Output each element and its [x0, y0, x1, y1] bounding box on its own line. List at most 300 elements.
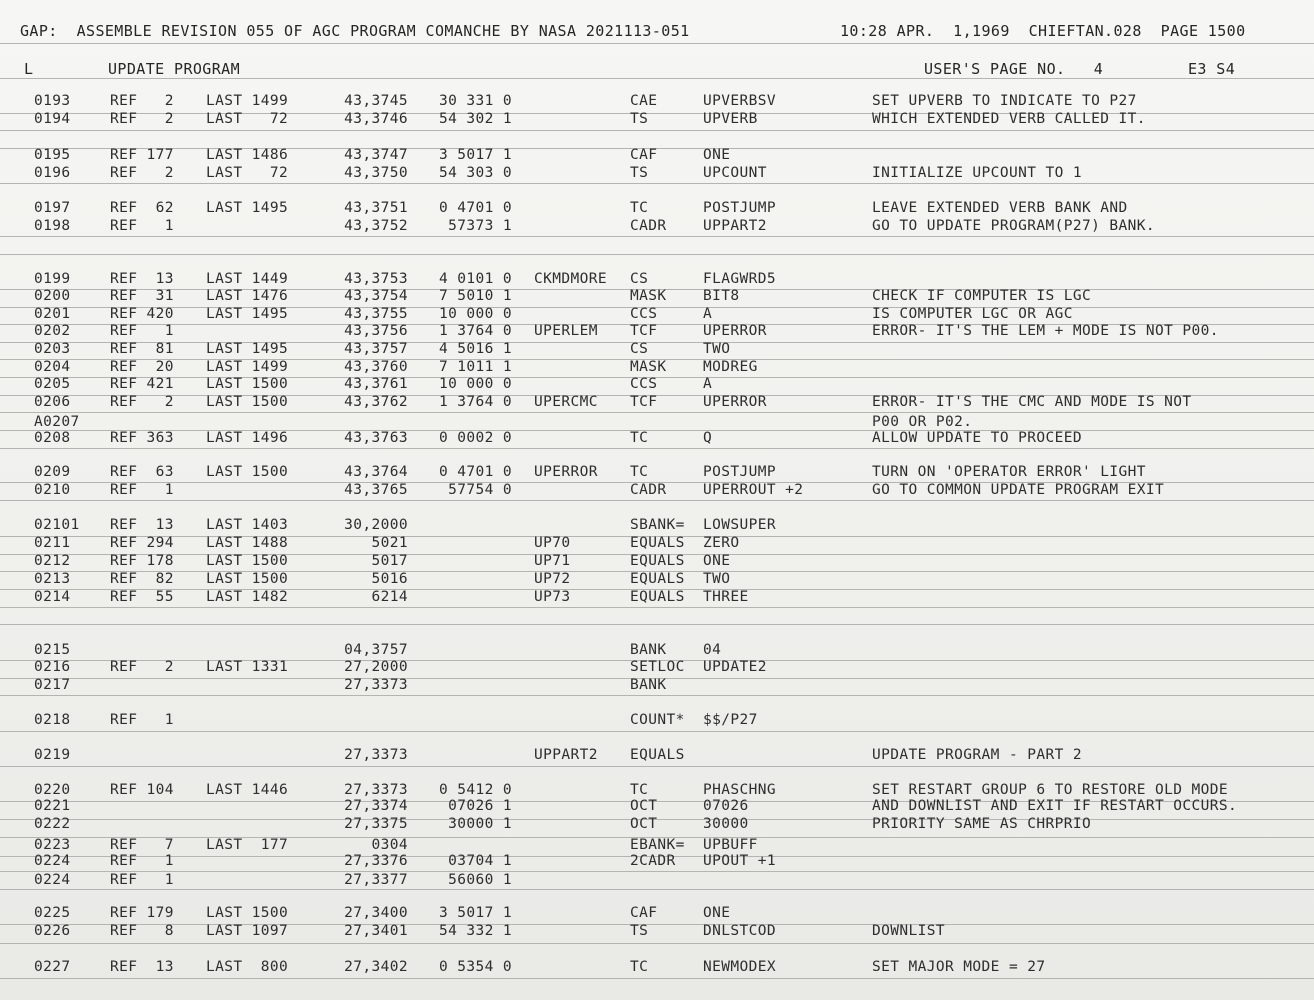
sequence-number: 0211 [34, 535, 71, 551]
address: 27,3373 [344, 782, 408, 798]
octal-code: 07026 1 [448, 798, 512, 814]
operand: A [703, 376, 713, 392]
ref-count: REF 104 [110, 782, 174, 798]
opcode: EQUALS [630, 571, 685, 587]
sequence-number: 0196 [34, 165, 71, 181]
last-ref: LAST 1500 [206, 376, 289, 392]
ruled-line [0, 236, 1314, 237]
ruled-line [0, 766, 1314, 767]
ruled-line [0, 78, 1314, 79]
sequence-number: 0201 [34, 306, 71, 322]
sequence-number: 0193 [34, 93, 71, 109]
opcode: OCT [630, 798, 658, 814]
listing-row [0, 481, 1314, 499]
sequence-number: 0215 [34, 642, 71, 658]
opcode: TCF [630, 394, 658, 410]
opcode: TC [630, 430, 649, 446]
ref-count: REF 81 [110, 341, 174, 357]
comment: GO TO COMMON UPDATE PROGRAM EXIT [872, 482, 1165, 498]
address: 27,3375 [344, 816, 408, 832]
address: 27,3374 [344, 798, 408, 814]
listing-row [0, 164, 1314, 182]
last-ref: LAST 1486 [206, 147, 289, 163]
ruled-line [0, 130, 1314, 131]
sequence-number: 0200 [34, 288, 71, 304]
listing-row [0, 217, 1314, 235]
comment: GO TO UPDATE PROGRAM(P27) BANK. [872, 218, 1156, 234]
symbol-label: UPERROR [534, 464, 598, 480]
opcode: CS [630, 271, 649, 287]
opcode: CADR [630, 482, 667, 498]
ruled-line [0, 500, 1314, 501]
comment: SET MAJOR MODE = 27 [872, 959, 1046, 975]
last-ref: LAST 1495 [206, 200, 289, 216]
operand: TWO [703, 341, 731, 357]
octal-code: 4 0101 0 [438, 271, 512, 287]
page-subheader [20, 60, 1310, 78]
opcode: SBANK= [630, 517, 685, 533]
listing-row [0, 287, 1314, 305]
sequence-number: 0198 [34, 218, 71, 234]
operand: BIT8 [703, 288, 740, 304]
opcode: CAE [630, 93, 658, 109]
symbol-label: CKMDMORE [534, 271, 608, 287]
operand: ONE [703, 553, 731, 569]
listing-row [0, 110, 1314, 128]
opcode: TC [630, 464, 649, 480]
last-ref: LAST 1403 [206, 517, 289, 533]
address: 43,3762 [344, 394, 408, 410]
symbol-label: UP70 [534, 535, 571, 551]
octal-code: 0 4701 0 [438, 464, 512, 480]
listing-row [0, 199, 1314, 217]
comment: SET RESTART GROUP 6 TO RESTORE OLD MODE [872, 782, 1229, 798]
octal-code: 30 331 0 [438, 93, 512, 109]
listing-row [0, 958, 1314, 976]
comment: UPDATE PROGRAM - PART 2 [872, 747, 1082, 763]
address: 43,3751 [344, 200, 408, 216]
subheader-title: UPDATE PROGRAM [108, 60, 241, 78]
sequence-number: 0214 [34, 589, 71, 605]
listing-row [0, 340, 1314, 358]
sequence-number: 0222 [34, 816, 71, 832]
ref-count: REF 421 [110, 376, 174, 392]
sequence-number: 0209 [34, 464, 71, 480]
operand: Q [703, 430, 713, 446]
address: 43,3761 [344, 376, 408, 392]
address: 27,3402 [344, 959, 408, 975]
address: 43,3747 [344, 147, 408, 163]
opcode: COUNT* [630, 712, 685, 728]
octal-code: 4 5016 1 [438, 341, 512, 357]
opcode: EQUALS [630, 535, 685, 551]
comment: IS COMPUTER LGC OR AGC [872, 306, 1073, 322]
sequence-number: 0199 [34, 271, 71, 287]
ref-count: REF 177 [110, 147, 174, 163]
ref-count: REF 2 [110, 111, 174, 127]
sequence-number: 0195 [34, 147, 71, 163]
last-ref: LAST 72 [206, 111, 289, 127]
operand: LOWSUPER [703, 517, 777, 533]
octal-code: 54 302 1 [438, 111, 512, 127]
address: 6214 [371, 589, 408, 605]
octal-code: 54 332 1 [438, 923, 512, 939]
sequence-number: 0203 [34, 341, 71, 357]
address: 04,3757 [344, 642, 408, 658]
operand: ONE [703, 905, 731, 921]
ref-count: REF 55 [110, 589, 174, 605]
listing-row [0, 429, 1314, 447]
ruled-line [0, 254, 1314, 255]
address: 27,3377 [344, 872, 408, 888]
listing-row [0, 922, 1314, 940]
last-ref: LAST 1500 [206, 571, 289, 587]
address: 5016 [371, 571, 408, 587]
address: 0304 [371, 837, 408, 853]
sequence-number: 0208 [34, 430, 71, 446]
listing-row [0, 92, 1314, 110]
sequence-number: 0227 [34, 959, 71, 975]
operand: UPDATE2 [703, 659, 767, 675]
address: 5017 [371, 553, 408, 569]
listing-row [0, 552, 1314, 570]
ref-count: REF 1 [110, 712, 174, 728]
sequence-number: 0218 [34, 712, 71, 728]
operand: 30000 [703, 816, 749, 832]
octal-code: 7 5010 1 [438, 288, 512, 304]
listing-row [0, 588, 1314, 606]
ref-count: REF 179 [110, 905, 174, 921]
last-ref: LAST 177 [206, 837, 289, 853]
sequence-number: 0223 [34, 837, 71, 853]
listing-row [0, 797, 1314, 815]
opcode: CS [630, 341, 649, 357]
operand: $$/P27 [703, 712, 758, 728]
comment: P00 OR P02. [872, 414, 973, 430]
opcode: TC [630, 200, 649, 216]
address: 43,3763 [344, 430, 408, 446]
address: 43,3756 [344, 323, 408, 339]
listing-row [0, 871, 1314, 889]
listing-row [0, 270, 1314, 288]
opcode: EBANK= [630, 837, 685, 853]
comment: ERROR- IT'S THE LEM + MODE IS NOT P00. [872, 323, 1219, 339]
ruled-line [0, 695, 1314, 696]
ruled-line [0, 183, 1314, 184]
opcode: EQUALS [630, 589, 685, 605]
address: 43,3755 [344, 306, 408, 322]
ref-count: REF 63 [110, 464, 174, 480]
opcode: BANK [630, 677, 667, 693]
ruled-line [0, 943, 1314, 944]
opcode: CAF [630, 905, 658, 921]
octal-code: 3 5017 1 [438, 905, 512, 921]
opcode: TCF [630, 323, 658, 339]
operand: UPOUT +1 [703, 853, 777, 869]
octal-code: 7 1011 1 [438, 359, 512, 375]
opcode: CADR [630, 218, 667, 234]
page-header [20, 22, 1310, 40]
listing-row [0, 358, 1314, 376]
last-ref: LAST 1488 [206, 535, 289, 551]
opcode: BANK [630, 642, 667, 658]
comment: SET UPVERB TO INDICATE TO P27 [872, 93, 1137, 109]
ref-count: REF 62 [110, 200, 174, 216]
sequence-number: 0217 [34, 677, 71, 693]
listing-row [0, 305, 1314, 323]
symbol-label: UPERLEM [534, 323, 598, 339]
operand: UPVERB [703, 111, 758, 127]
comment: ERROR- IT'S THE CMC AND MODE IS NOT [872, 394, 1192, 410]
last-ref: LAST 1500 [206, 464, 289, 480]
sequence-number: 0197 [34, 200, 71, 216]
symbol-label: UPPART2 [534, 747, 598, 763]
last-ref: LAST 1495 [206, 341, 289, 357]
ref-count: REF 2 [110, 659, 174, 675]
address: 27,3373 [344, 747, 408, 763]
last-ref: LAST 1495 [206, 306, 289, 322]
octal-code: 10 000 0 [438, 376, 512, 392]
opcode: EQUALS [630, 747, 685, 763]
listing-row [0, 641, 1314, 659]
ref-count: REF 178 [110, 553, 174, 569]
opcode: EQUALS [630, 553, 685, 569]
ref-count: REF 2 [110, 165, 174, 181]
address: 43,3750 [344, 165, 408, 181]
ref-count: REF 31 [110, 288, 174, 304]
octal-code: 3 5017 1 [438, 147, 512, 163]
octal-code: 57373 1 [448, 218, 512, 234]
address: 5021 [371, 535, 408, 551]
opcode: MASK [630, 288, 667, 304]
listing-row [0, 393, 1314, 411]
octal-code: 57754 0 [448, 482, 512, 498]
opcode: TC [630, 782, 649, 798]
sequence-number: 0204 [34, 359, 71, 375]
operand: A [703, 306, 713, 322]
symbol-label: UP71 [534, 553, 571, 569]
octal-code: 10 000 0 [438, 306, 512, 322]
last-ref: LAST 1500 [206, 553, 289, 569]
section-code: E3 S4 [1188, 60, 1236, 78]
comment: LEAVE EXTENDED VERB BANK AND [872, 200, 1128, 216]
listing-row [0, 658, 1314, 676]
sequence-number: 0210 [34, 482, 71, 498]
comment: INITIALIZE UPCOUNT TO 1 [872, 165, 1082, 181]
comment: TURN ON 'OPERATOR ERROR' LIGHT [872, 464, 1146, 480]
sequence-number: 0206 [34, 394, 71, 410]
header-date-page: 10:28 APR. 1,1969 CHIEFTAN.028 PAGE 1500 [840, 22, 1246, 40]
listing-row [0, 534, 1314, 552]
subheader-type: L [24, 60, 34, 78]
octal-code: 1 3764 0 [438, 323, 512, 339]
opcode: 2CADR [630, 853, 676, 869]
operand: DNLSTCOD [703, 923, 777, 939]
sequence-number: 0224 [34, 872, 71, 888]
opcode: SETLOC [630, 659, 685, 675]
comment: CHECK IF COMPUTER IS LGC [872, 288, 1092, 304]
address: 27,3376 [344, 853, 408, 869]
last-ref: LAST 72 [206, 165, 289, 181]
last-ref: LAST 1482 [206, 589, 289, 605]
ruled-line [0, 607, 1314, 608]
ref-count: REF 2 [110, 394, 174, 410]
listing-row [0, 815, 1314, 833]
header-title: GAP: ASSEMBLE REVISION 055 OF AGC PROGRAM COMANCHE BY NASA 2021113-051 [20, 22, 690, 40]
address: 43,3745 [344, 93, 408, 109]
operand: ZERO [703, 535, 740, 551]
address: 27,2000 [344, 659, 408, 675]
opcode: OCT [630, 816, 658, 832]
ref-count: REF 20 [110, 359, 174, 375]
address: 43,3753 [344, 271, 408, 287]
operand: UPCOUNT [703, 165, 767, 181]
octal-code: 0 4701 0 [438, 200, 512, 216]
ruled-line [0, 448, 1314, 449]
sequence-number: 0226 [34, 923, 71, 939]
address: 43,3746 [344, 111, 408, 127]
address: 43,3754 [344, 288, 408, 304]
last-ref: LAST 1500 [206, 394, 289, 410]
listing-row [0, 570, 1314, 588]
sequence-number: 0225 [34, 905, 71, 921]
ruled-line [0, 731, 1314, 732]
last-ref: LAST 1097 [206, 923, 289, 939]
ref-count: REF 8 [110, 923, 174, 939]
octal-code: 30000 1 [448, 816, 512, 832]
ref-count: REF 13 [110, 271, 174, 287]
sequence-number: 0220 [34, 782, 71, 798]
comment: DOWNLIST [872, 923, 946, 939]
operand: POSTJUMP [703, 200, 777, 216]
opcode: CCS [630, 306, 658, 322]
sequence-number: A0207 [34, 414, 80, 430]
last-ref: LAST 1449 [206, 271, 289, 287]
ref-count: REF 294 [110, 535, 174, 551]
sequence-number: 02101 [34, 517, 80, 533]
sequence-number: 0216 [34, 659, 71, 675]
ref-count: REF 1 [110, 853, 174, 869]
operand: 04 [703, 642, 722, 658]
operand: UPBUFF [703, 837, 758, 853]
address: 43,3757 [344, 341, 408, 357]
opcode: MASK [630, 359, 667, 375]
operand: POSTJUMP [703, 464, 777, 480]
octal-code: 56060 1 [448, 872, 512, 888]
opcode: TC [630, 959, 649, 975]
ruled-line [0, 624, 1314, 625]
listing-row [0, 711, 1314, 729]
user-page-number: USER'S PAGE NO. 4 [924, 60, 1104, 78]
listing-row [0, 904, 1314, 922]
opcode: TS [630, 111, 649, 127]
operand: THREE [703, 589, 749, 605]
octal-code: 0 5412 0 [438, 782, 512, 798]
operand: PHASCHNG [703, 782, 777, 798]
octal-code: 0 0002 0 [438, 430, 512, 446]
ref-count: REF 82 [110, 571, 174, 587]
operand: 07026 [703, 798, 749, 814]
ref-count: REF 420 [110, 306, 174, 322]
sequence-number: 0221 [34, 798, 71, 814]
operand: NEWMODEX [703, 959, 777, 975]
operand: MODREG [703, 359, 758, 375]
address: 27,3401 [344, 923, 408, 939]
symbol-label: UP73 [534, 589, 571, 605]
operand: UPVERBSV [703, 93, 777, 109]
opcode: TS [630, 165, 649, 181]
ref-count: REF 1 [110, 218, 174, 234]
last-ref: LAST 1500 [206, 905, 289, 921]
listing-row [0, 375, 1314, 393]
sequence-number: 0219 [34, 747, 71, 763]
operand: UPERROR [703, 323, 767, 339]
octal-code: 03704 1 [448, 853, 512, 869]
ref-count: REF 363 [110, 430, 174, 446]
operand: UPERROUT +2 [703, 482, 804, 498]
ref-count: REF 2 [110, 93, 174, 109]
listing-row [0, 676, 1314, 694]
octal-code: 1 3764 0 [438, 394, 512, 410]
listing-row [0, 146, 1314, 164]
listing-row [0, 516, 1314, 534]
operand: UPPART2 [703, 218, 767, 234]
listing-row [0, 322, 1314, 340]
ref-count: REF 1 [110, 872, 174, 888]
address: 43,3760 [344, 359, 408, 375]
opcode: CAF [630, 147, 658, 163]
sequence-number: 0205 [34, 376, 71, 392]
last-ref: LAST 1331 [206, 659, 289, 675]
opcode: CCS [630, 376, 658, 392]
symbol-label: UPERCMC [534, 394, 598, 410]
sequence-number: 0213 [34, 571, 71, 587]
address: 27,3373 [344, 677, 408, 693]
address: 43,3764 [344, 464, 408, 480]
octal-code: 0 5354 0 [438, 959, 512, 975]
operand: ONE [703, 147, 731, 163]
comment: AND DOWNLIST AND EXIT IF RESTART OCCURS. [872, 798, 1238, 814]
opcode: TS [630, 923, 649, 939]
ref-count: REF 1 [110, 323, 174, 339]
ref-count: REF 13 [110, 517, 174, 533]
ref-count: REF 7 [110, 837, 174, 853]
sequence-number: 0224 [34, 853, 71, 869]
sequence-number: 0212 [34, 553, 71, 569]
last-ref: LAST 1446 [206, 782, 289, 798]
symbol-label: UP72 [534, 571, 571, 587]
last-ref: LAST 1476 [206, 288, 289, 304]
ruled-line [0, 978, 1314, 979]
operand: FLAGWRD5 [703, 271, 777, 287]
last-ref: LAST 1496 [206, 430, 289, 446]
address: 43,3752 [344, 218, 408, 234]
address: 43,3765 [344, 482, 408, 498]
ruled-line [0, 889, 1314, 890]
operand: TWO [703, 571, 731, 587]
sequence-number: 0202 [34, 323, 71, 339]
ruled-line [0, 43, 1314, 44]
ref-count: REF 13 [110, 959, 174, 975]
sequence-number: 0194 [34, 111, 71, 127]
comment: PRIORITY SAME AS CHRPRIO [872, 816, 1092, 832]
address: 27,3400 [344, 905, 408, 921]
last-ref: LAST 1499 [206, 359, 289, 375]
listing-row [0, 746, 1314, 764]
listing-row [0, 463, 1314, 481]
last-ref: LAST 800 [206, 959, 289, 975]
operand: UPERROR [703, 394, 767, 410]
